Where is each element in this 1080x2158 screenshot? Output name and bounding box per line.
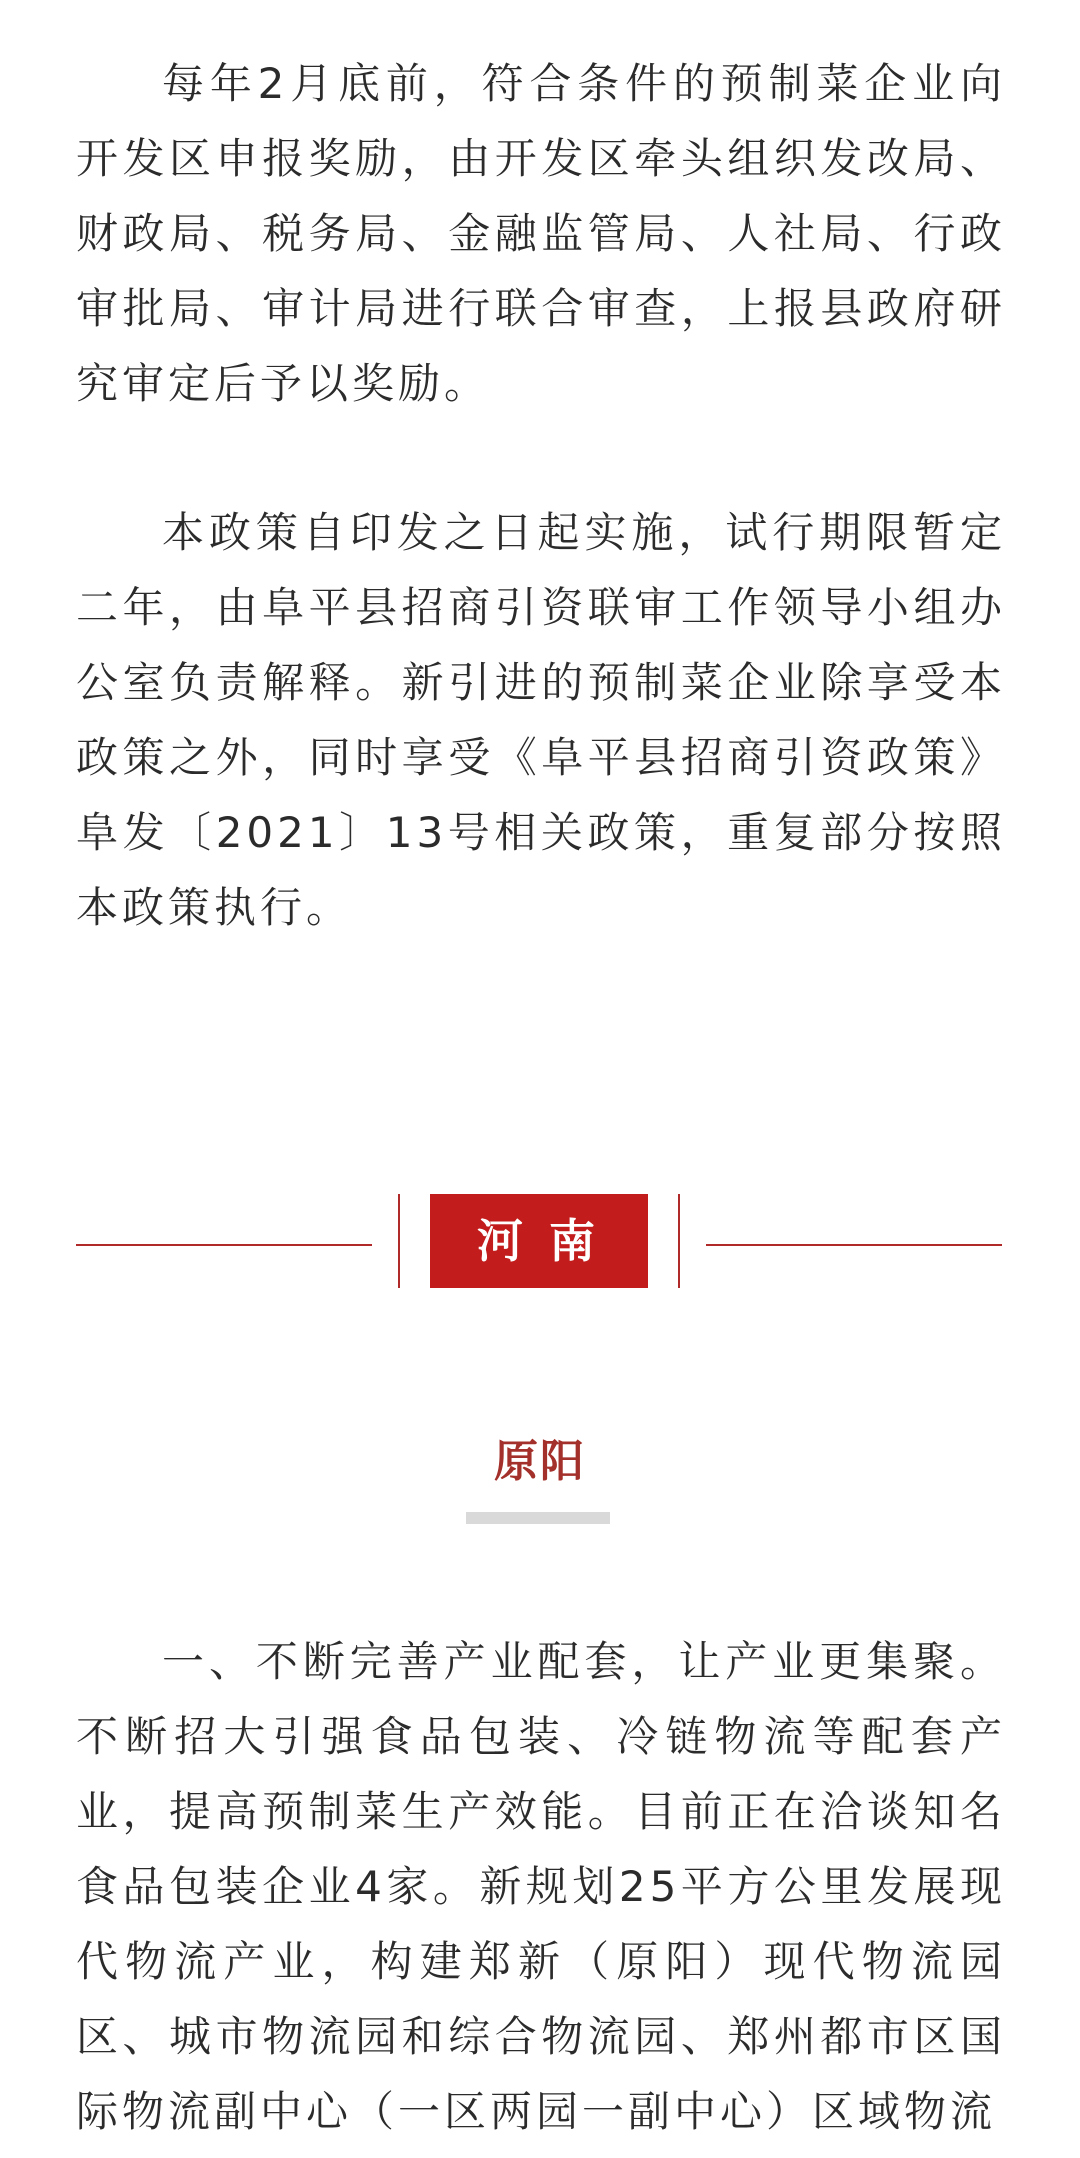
paragraph-application-process: 每年2月底前，符合条件的预制菜企业向开发区申报奖励，由开发区牵头组织发改局、财政局、税务局、金融监管局、人社局、行政审批局、审计局进行联合审查，上报县政府研究审定后予以奖励。 [76,59,1006,408]
city-title-yuanyang: 原阳 [494,1436,586,1487]
section-divider-left-line [76,1244,372,1246]
section-divider-right-bar [678,1194,680,1288]
paragraph-policy-implementation: 本政策自印发之日起实施，试行期限暂定二年，由阜平县招商引资联审工作领导小组办公室负责解释。新引进的预制菜企业除享受本政策之外，同时享受《阜平县招商引资政策》阜发〔2021〕13号相关政策，重复部分按照本政策执行。 [76,508,1006,932]
section-header-henan: 河南 [430,1194,648,1288]
section-divider-right-line [706,1244,1002,1246]
paragraph-industry-support: 一、不断完善产业配套，让产业更集聚。不断招大引强食品包装、冷链物流等配套产业，提高预制菜生产效能。目前正在洽谈知名食品包装企业4家。新规划25平方公里发展现代物流产业，构建郑新（原阳）现代物流园区、城市物流园和综合物流园、郑州都市区国际物流副中心（一区两园一副中心）区域物流 [76,1637,1006,2136]
city-title-underline [466,1512,610,1524]
section-divider-left-bar [398,1194,400,1288]
